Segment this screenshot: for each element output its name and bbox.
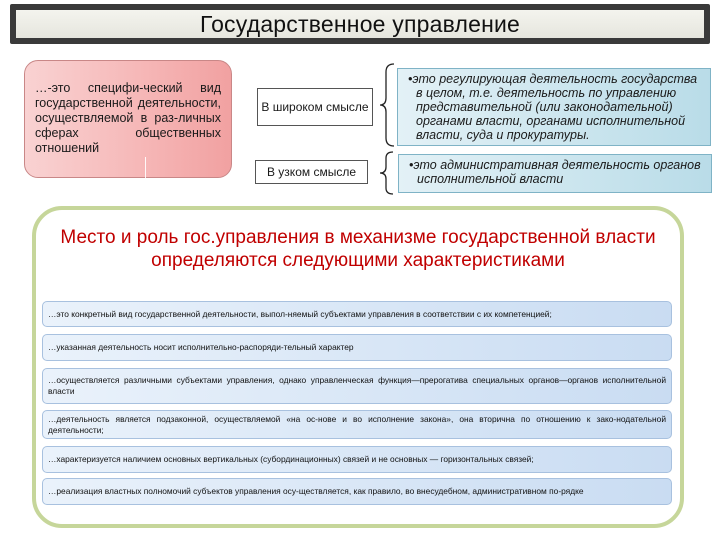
characteristic-text: …характеризуется наличием основных вертикальных (субординационных) связей и не основных — горизонтальных связей; [48,454,534,464]
narrow-sense-label [255,160,368,184]
narrow-sense-meaning [398,154,712,193]
characteristic-item [42,410,672,439]
narrow-brace-icon [377,150,397,196]
page-title: Государственное управление [199,10,521,37]
characteristic-item [42,368,672,404]
broad-brace-icon [378,62,398,148]
characteristic-item [42,446,672,473]
narrow-sense-text: В узком смысле [266,165,357,179]
characteristic-text: …это конкретный вид государственной деятельности, выпол-няемый субъектами управления в соответствии с их компетенцией; [48,308,552,319]
broad-sense-label [257,88,373,126]
characteristic-text: …указанная деятельность носит исполнительно-распоряди-тельный характер [48,342,354,352]
characteristic-text: …реализация властных полномочий субъектов управления осу-ществляется, как правило, во внесудебном, административном по-рядке [48,486,584,496]
title-bar [10,4,710,44]
characteristic-text: …деятельность является подзаконной, осуществляемой «на ос-нове и во исполнение закона», она вторична по отношению к зако-нодательной деятельности; [48,413,666,435]
broad-sense-text: В широком смысле [261,100,369,114]
broad-sense-meaning [397,68,711,146]
characteristic-item [42,478,672,505]
narrow-sense-meaning-text: •это административная деятельность органов исполнительной власти [409,158,701,186]
definition-box [24,60,232,178]
definition-text: …-это специфи-ческий вид государственной деятельности, осуществляемой в раз-личных сферах общественных отношений [35,81,221,155]
characteristic-item [42,301,672,327]
characteristics-title: Место и роль гос.управления в механизме государственной власти определяются следующими характеристиками [60,227,656,271]
characteristic-text: …осуществляется различными субъектами управления, однако управленческая функция—прерогатива специальных органов—органов исполнительной власти [48,375,666,396]
broad-sense-meaning-text: •это регулирующая деятельность государства в целом, т.е. деятельность по управлению представительной (или законодательной) органами власти, органами исполнительной власти, суда и прокуратуры. [408,72,698,142]
characteristic-item [42,334,672,361]
